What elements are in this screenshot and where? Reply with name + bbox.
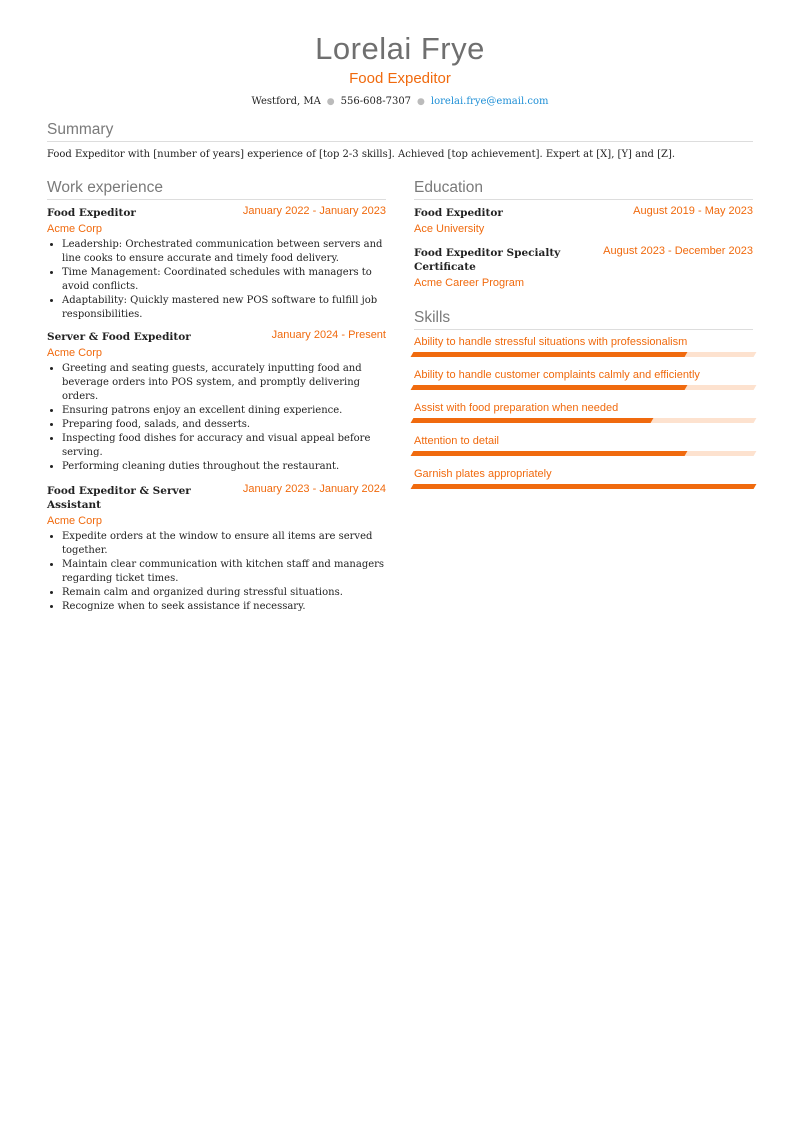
- education-section: [414, 178, 753, 290]
- job-bullets: [47, 530, 386, 614]
- job-title: Food Expeditor & Server Assistant: [47, 485, 191, 511]
- job-bullet: • Performing cleaning duties throughout the restaurant.: [62, 460, 386, 474]
- job-bullet: • Recognize when to seek assistance if necessary.: [62, 600, 386, 614]
- summary-text: Food Expeditor with [number of years] experience of [top 2-3 skills]. Achieved [top achievement]. Expert at [X], [Y] and [Z].: [47, 149, 676, 160]
- skill-label: Garnish plates appropriately: [414, 468, 552, 480]
- job-bullets: [47, 238, 386, 322]
- resume-header: [0, 0, 800, 109]
- summary-heading: Summary: [47, 120, 753, 142]
- skills-section: [414, 308, 753, 495]
- job-date: January 2022 - January 2023: [242, 205, 386, 217]
- school-name: Acme Career Program: [414, 277, 525, 289]
- job-bullet: • Remain calm and organized during stressful situations.: [62, 586, 386, 600]
- job-bullet: • Inspecting food dishes for accuracy and visual appeal before serving.: [62, 432, 386, 460]
- skill-item: [414, 433, 753, 462]
- skill-item: [414, 367, 753, 396]
- education-date: August 2019 - May 2023: [633, 205, 753, 217]
- job-company: Acme Corp: [47, 223, 103, 235]
- candidate-name: Lorelai Frye: [315, 31, 485, 66]
- skill-label: Ability to handle customer complaints calmly and efficiently: [414, 369, 700, 381]
- email-link[interactable]: lorelai.frye@email.com: [430, 96, 549, 107]
- skill-item: [414, 334, 753, 363]
- candidate-role: Food Expeditor: [349, 70, 451, 87]
- skill-level-fill: [411, 418, 654, 423]
- job-entry: [47, 484, 386, 614]
- job-bullet: • Maintain clear communication with kitchen staff and managers regarding ticket times.: [62, 558, 386, 586]
- skill-level-bar: [411, 352, 757, 357]
- separator-dot-icon: ●: [417, 97, 425, 107]
- job-company: Acme Corp: [47, 515, 103, 527]
- job-bullets: [47, 362, 386, 474]
- skill-item: [414, 466, 753, 495]
- job-bullet: • Expedite orders at the window to ensure all items are served together.: [62, 530, 386, 558]
- right-column: [414, 178, 753, 495]
- summary-section: [47, 120, 753, 162]
- degree-title: Food Expeditor Specialty Certificate: [414, 247, 561, 273]
- work-experience-section: [47, 178, 386, 614]
- job-bullet: • Adaptability: Quickly mastered new POS software to fulfill job responsibilities.: [62, 294, 386, 322]
- job-bullet: • Leadership: Orchestrated communication between servers and line cooks to ensure accurate and timely food delivery.: [62, 238, 386, 266]
- skill-level-bar: [411, 385, 757, 390]
- job-title: Server & Food Expeditor: [47, 331, 191, 343]
- phone-text: 556-608-7307: [340, 96, 412, 107]
- job-bullet: • Preparing food, salads, and desserts.: [62, 418, 386, 432]
- skill-level-fill: [411, 352, 688, 357]
- job-entry: [47, 206, 386, 322]
- job-bullet: • Time Management: Coordinated schedules with managers to avoid conflicts.: [62, 266, 386, 294]
- work-experience-heading: Work experience: [47, 178, 386, 200]
- skill-item: [414, 400, 753, 429]
- skills-heading: Skills: [414, 308, 753, 330]
- education-heading: Education: [414, 178, 753, 200]
- degree-title: Food Expeditor: [414, 207, 503, 219]
- job-bullet: • Greeting and seating guests, accurately inputting food and beverage orders into POS system, and promptly delivering orders.: [62, 362, 386, 404]
- job-bullet: • Ensuring patrons enjoy an excellent dining experience.: [62, 404, 386, 418]
- separator-dot-icon: ●: [326, 97, 335, 107]
- job-entry: [47, 330, 386, 474]
- location-text: Westford, MA: [251, 96, 321, 107]
- job-company: Acme Corp: [47, 347, 103, 359]
- skill-label: Ability to handle stressful situations with professionalism: [414, 336, 688, 348]
- education-entry: [414, 246, 753, 290]
- job-date: January 2024 - Present: [271, 329, 386, 341]
- skill-level-bar: [411, 484, 757, 489]
- skill-label: Attention to detail: [414, 435, 500, 447]
- skill-level-fill: [411, 451, 688, 456]
- skill-label: Assist with food preparation when needed: [414, 402, 619, 414]
- contact-line: [0, 95, 800, 109]
- education-date: August 2023 - December 2023: [603, 245, 753, 257]
- skill-level-bar: [411, 451, 757, 456]
- skill-level-bar: [411, 418, 757, 423]
- job-title: Food Expeditor: [47, 207, 136, 219]
- school-name: Ace University: [414, 223, 485, 235]
- skill-level-fill: [411, 385, 688, 390]
- skill-level-fill: [411, 484, 757, 489]
- job-date: January 2023 - January 2024: [242, 483, 386, 495]
- education-entry: [414, 206, 753, 236]
